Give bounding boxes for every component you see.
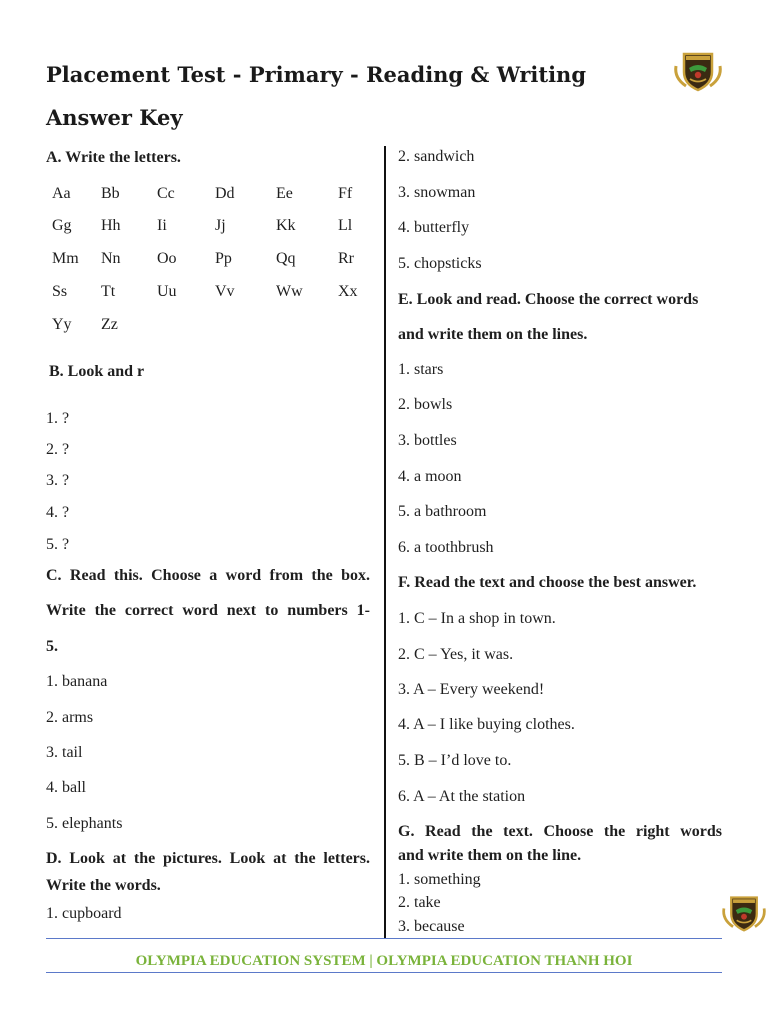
footer-text: OLYMPIA EDUCATION SYSTEM | OLYMPIA EDUCATION THANH HOI	[135, 953, 633, 969]
letter-pair: Ee	[276, 185, 293, 202]
list-item: 4. ?	[46, 504, 70, 521]
letter-pair: Ll	[338, 217, 353, 234]
page-subtitle: Answer Key	[46, 105, 183, 130]
section-d-heading: Write the words.	[46, 877, 161, 894]
list-item: 1. C – In a shop in town.	[398, 610, 556, 627]
list-item: 1. something	[398, 871, 481, 888]
letter-pair: Nn	[101, 250, 121, 267]
letter-pair: Kk	[276, 217, 296, 234]
list-item: 5. chopsticks	[398, 255, 482, 272]
letter-pair: Xx	[338, 283, 358, 300]
letter-pair: Zz	[101, 316, 118, 333]
list-item: 2. ?	[46, 441, 70, 458]
letter-pair: Tt	[101, 283, 116, 300]
list-item: 4. butterfly	[398, 219, 470, 236]
list-item: 1. banana	[46, 673, 108, 690]
list-item: 5. ?	[46, 536, 70, 553]
list-item: 5. a bathroom	[398, 503, 487, 520]
letter-pair: Uu	[157, 283, 177, 300]
list-item: 3. A – Every weekend!	[398, 681, 545, 698]
list-item: 1. cupboard	[46, 905, 122, 922]
column-divider	[384, 146, 386, 938]
letter-pair: Gg	[52, 217, 72, 234]
section-g-heading: and write them on the line.	[398, 847, 582, 864]
section-c-heading: C. Read this. Choose a word from the box.	[46, 567, 370, 584]
list-item: 2. arms	[46, 709, 94, 726]
list-item: 3. because	[398, 918, 465, 935]
letter-pair: Yy	[52, 316, 72, 333]
section-e-heading: E. Look and read. Choose the correct words	[398, 291, 699, 308]
letter-pair: Aa	[52, 185, 71, 202]
section-c-heading: Write the correct word next to numbers 1-	[46, 602, 370, 619]
list-item: 5. B – I’d love to.	[398, 752, 512, 769]
section-g-heading: G. Read the text. Choose the right words	[398, 823, 722, 840]
section-d-heading: D. Look at the pictures. Look at the letters.	[46, 850, 370, 867]
list-item: 3. snowman	[398, 184, 476, 201]
letter-pair: Qq	[276, 250, 296, 267]
letter-pair: Jj	[215, 217, 226, 234]
list-item: 5. elephants	[46, 815, 123, 832]
list-item: 3. tail	[46, 744, 83, 761]
list-item: 3. ?	[46, 472, 70, 489]
list-item: 4. ball	[46, 779, 86, 796]
list-item: 3. bottles	[398, 432, 457, 449]
section-c-heading: 5.	[46, 638, 58, 655]
olympia-crest-icon	[720, 892, 768, 934]
list-item: 6. a toothbrush	[398, 539, 494, 556]
section-f-heading: F. Read the text and choose the best answer.	[398, 574, 697, 591]
letter-pair: Rr	[338, 250, 354, 267]
letter-pair: Dd	[215, 185, 235, 202]
list-item: 4. A – I like buying clothes.	[398, 716, 575, 733]
letter-pair: Bb	[101, 185, 120, 202]
section-e-heading: and write them on the lines.	[398, 326, 588, 343]
section-a-heading: A. Write the letters.	[46, 149, 181, 166]
letter-pair: Ss	[52, 283, 68, 300]
letter-pair: Oo	[157, 250, 177, 267]
list-item: 4. a moon	[398, 468, 462, 485]
footer-rule-top	[46, 938, 722, 939]
page-title: Placement Test - Primary - Reading & Writing	[46, 62, 587, 87]
list-item: 2. take	[398, 894, 441, 911]
section-b-heading: B. Look and r	[49, 363, 145, 380]
letter-pair: Mm	[52, 250, 79, 267]
letter-pair: Cc	[157, 185, 175, 202]
letter-pair: Ii	[157, 217, 167, 234]
footer-rule-bottom	[46, 972, 722, 973]
letter-pair: Pp	[215, 250, 232, 267]
letter-pair: Hh	[101, 217, 121, 234]
list-item: 1. ?	[46, 410, 70, 427]
list-item: 2. C – Yes, it was.	[398, 646, 514, 663]
list-item: 2. bowls	[398, 396, 453, 413]
letter-pair: Ww	[276, 283, 303, 300]
olympia-crest-icon	[672, 48, 724, 94]
letter-pair: Ff	[338, 185, 353, 202]
letter-pair: Vv	[215, 283, 235, 300]
list-item: 6. A – At the station	[398, 788, 526, 805]
list-item: 2. sandwich	[398, 148, 475, 165]
list-item: 1. stars	[398, 361, 444, 378]
